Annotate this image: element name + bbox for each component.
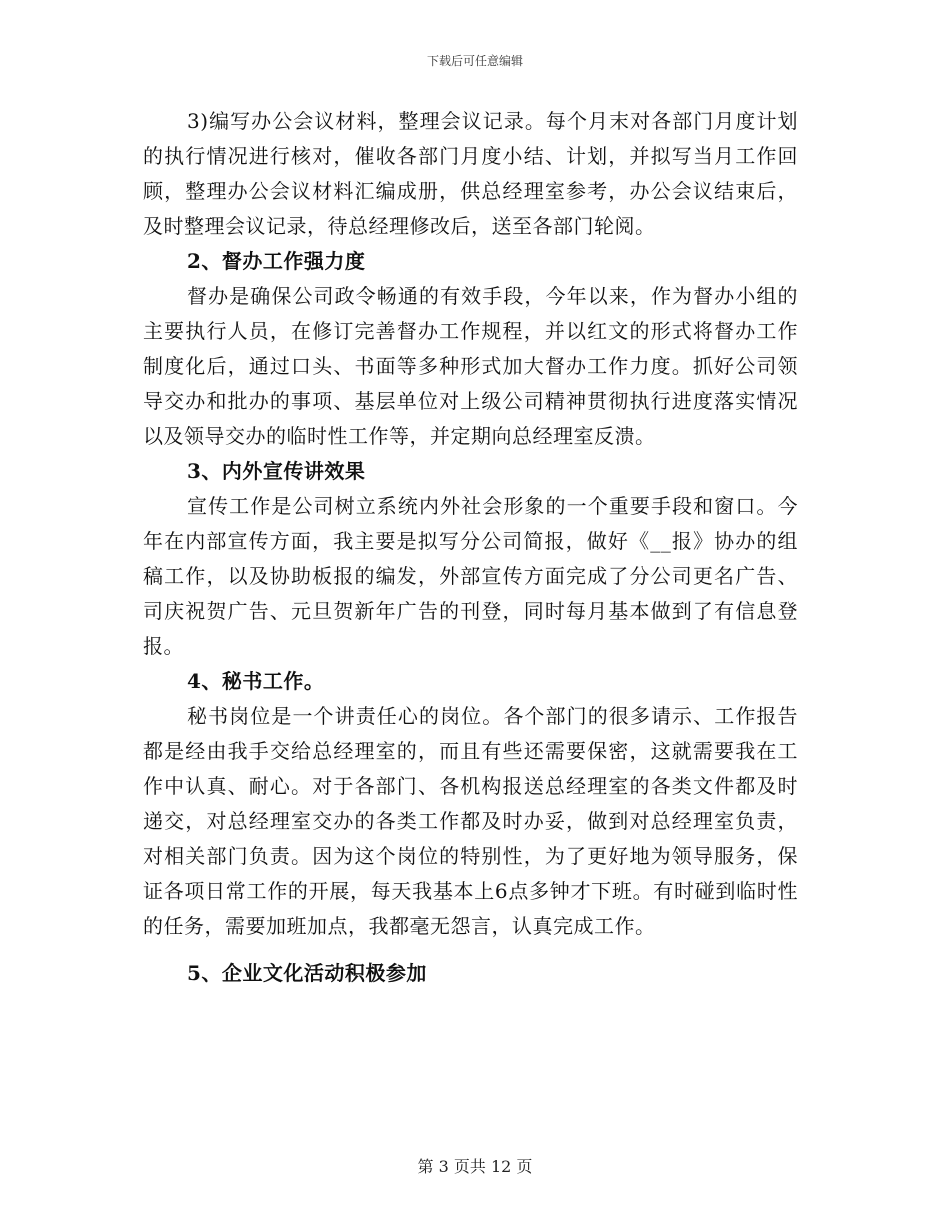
- section-heading-secretary: 4、秘书工作。: [187, 669, 325, 693]
- section-heading-supervision: 2、督办工作强力度: [187, 249, 366, 273]
- section-heading-publicity: 3、内外宣传讲效果: [187, 459, 366, 483]
- section-heading-culture: 5、企业文化活动积极参加: [187, 961, 427, 985]
- paragraph-publicity: 宣传工作是公司树立系统内外社会形象的一个重要手段和窗口。今年在内部宣传方面，我主要是拟写分公司简报，做好《__报》协办的组稿工作，以及协助板报的编发，外部宣传方面完成了分公司更名广告、司庆祝贺广告、元旦贺新年广告的刊登，同时每月基本做到了有信息登报。: [143, 494, 798, 658]
- paragraph-secretary: 秘书岗位是一个讲责任心的岗位。各个部门的很多请示、工作报告都是经由我手交给总经理室的，而且有些还需要保密，这就需要我在工作中认真、耐心。对于各部门、各机构报送总经理室的各类文件都及时递交，对总经理室交办的各类工作都及时办妥，做到对总经理室负责，对相关部门负责。因为这个岗位的特别性，为了更好地为领导服务，保证各项日常工作的开展，每天我基本上6点多钟才下班。有时碰到临时性的任务，需要加班加点，我都毫无怨言，认真完成工作。: [143, 704, 798, 938]
- paragraph-meeting-materials: 3)编写办公会议材料，整理会议记录。每个月末对各部门月度计划的执行情况进行核对，催收各部门月度小结、计划，并拟写当月工作回顾，整理办公会议材料汇编成册，供总经理室参考，办公会议结束后，及时整理会议记录，待总经理修改后，送至各部门轮阅。: [143, 109, 798, 238]
- page-header: 下载后可任意编辑: [426, 54, 523, 68]
- page-footer: 第 3 页共 12 页: [417, 1157, 533, 1176]
- paragraph-supervision: 督办是确保公司政令畅通的有效手段，今年以来，作为督办小组的主要执行人员，在修订完善督办工作规程，并以红文的形式将督办工作制度化后，通过口头、书面等多种形式加大督办工作力度。抓好公司领导交办和批办的事项、基层单位对上级公司精神贯彻执行进度落实情况以及领导交办的临时性工作等，并定期向总经理室反溃。: [143, 284, 798, 448]
- document-body: [143, 104, 798, 991]
